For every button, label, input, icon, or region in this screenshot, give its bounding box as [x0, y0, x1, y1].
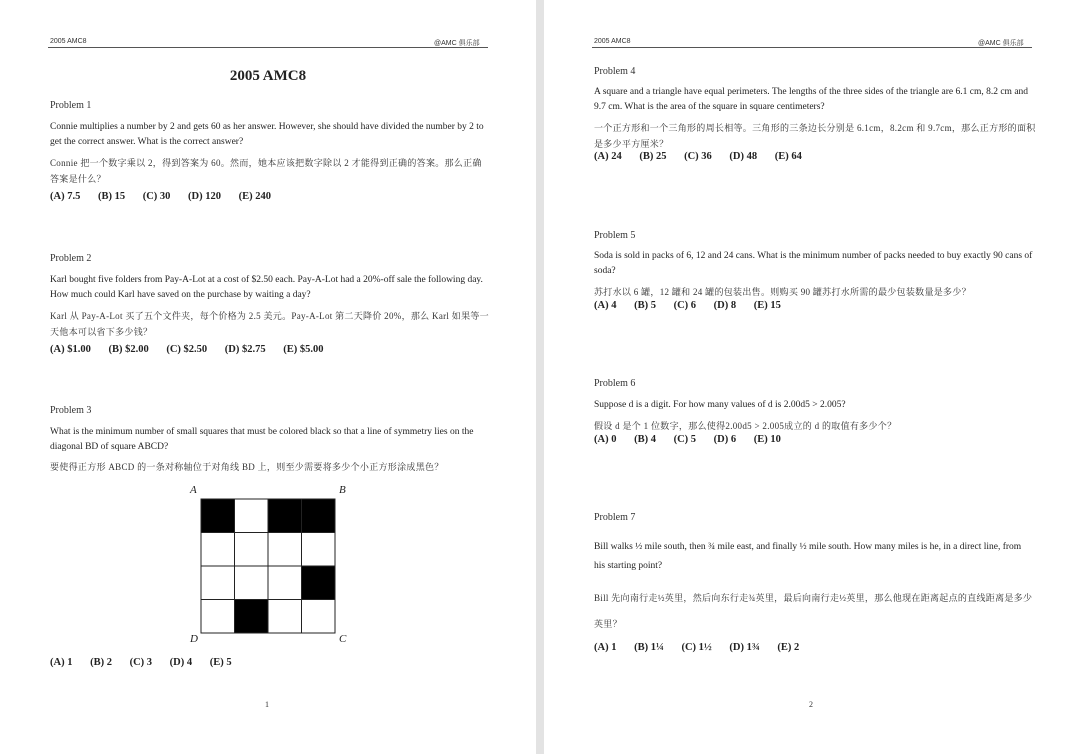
page-number: 2: [809, 700, 813, 709]
choice: (A) 0: [594, 434, 617, 445]
header-rule: [592, 47, 1032, 48]
problem-2-choices: [50, 344, 338, 355]
problem-1-text-en: Connie multiplies a number by 2 and gets 60 as her answer. However, she should have divided the number by 2 to get the correct answer. What is the correct answer?: [50, 122, 484, 147]
choice: (E) 64: [774, 151, 802, 162]
choice: (B) $2.00: [108, 344, 149, 355]
problem-6-choices: [594, 434, 796, 445]
corner-label-b: B: [339, 484, 346, 496]
choice: (E) 5: [209, 657, 232, 668]
problem-3-label: Problem 3: [50, 405, 92, 416]
problem-5-text-zh: 苏打水以 6 罐，12 罐和 24 罐的包装出售。则购买 90 罐苏打水所需的最少包装数量是多少？: [594, 287, 971, 297]
grid-cell: [268, 566, 302, 600]
grid-cell: [302, 600, 336, 634]
problem-2-text-zh: Karl 从 Pay-A-Lot 买了五个文件夹，每个价格为 2.5 美元。Pay-A-Lot 第二天降价 20%，那么 Karl 如果等一天他本可以省下多少钱？: [50, 311, 489, 337]
grid-cell: [235, 600, 269, 634]
header-rule: [48, 47, 488, 48]
problem-6-text-zh: 假设 d 是个 1 位数字，那么使得2.00d5 > 2.005成立的 d 的取值有多少个？: [594, 421, 897, 431]
problem-7-choices: [594, 642, 814, 653]
choice: (B) 25: [639, 151, 667, 162]
corner-label-d: D: [190, 633, 198, 645]
choice: (B) 4: [634, 434, 656, 445]
corner-label-a: A: [190, 484, 197, 496]
choice: (C) 1½: [681, 642, 712, 653]
problem-3-text-en: What is the minimum number of small squares that must be colored black so that a line of symmetry lies on the diagonal BD of square ABCD?: [50, 427, 474, 452]
choice: (D) 4: [169, 657, 193, 668]
choice: (D) 1¾: [729, 642, 760, 653]
choice: (B) 2: [90, 657, 112, 668]
choice: (E) 15: [753, 300, 781, 311]
choice: (B) 15: [97, 191, 126, 202]
problem-5-choices: [594, 300, 796, 311]
problem-4-text-zh: 一个正方形和一个三角形的周长相等。三角形的三条边长分别是 6.1cm，8.2cm 和 9.7cm，那么正方形的面积是多少平方厘米？: [594, 123, 1036, 149]
grid-svg: [200, 498, 336, 634]
choice: (C) 3: [129, 657, 153, 668]
choice: (D) 8: [713, 300, 737, 311]
choice: (B) 1¼: [634, 642, 664, 653]
grid-cell: [302, 499, 336, 533]
problem-7-text-zh: Bill 先向南行走½英里，然后向东行走¾英里，最后向南行走½英里，那么他现在距离起点的直线距离是多少英里？: [594, 593, 1033, 629]
grid-cell: [268, 499, 302, 533]
problem-3-text-zh: 要使得正方形 ABCD 的一条对称轴位于对角线 BD 上，则至少需要将多少个小正方形涂成黑色？: [50, 462, 444, 472]
problem-6-label: Problem 6: [594, 378, 636, 389]
header-right: @AMC 俱乐部: [978, 40, 1024, 47]
grid-cell: [201, 566, 235, 600]
choice: (C) 36: [684, 151, 712, 162]
grid-cell: [302, 566, 336, 600]
page-1: [0, 0, 536, 754]
grid-cell: [268, 533, 302, 567]
choice: (C) 6: [673, 300, 697, 311]
choice: (D) 120: [188, 191, 221, 202]
page-title: 2005 AMC8: [229, 68, 307, 84]
choice: (B) 5: [634, 300, 656, 311]
grid-cell: [235, 566, 269, 600]
problem-1-text-zh: Connie 把一个数字乘以 2，得到答案为 60。然而，她本应该把数字除以 2 才能得到正确的答案。那么正确答案是什么？: [50, 158, 482, 184]
problem-5-label: Problem 5: [594, 230, 636, 241]
choice: (A) 24: [594, 151, 622, 162]
problem-2-text-en: Karl bought five folders from Pay-A-Lot at a cost of $2.50 each. Pay-A-Lot had a 20%-off sale the following day. How much could Karl have saved on the purchase by waiting a day?: [50, 275, 483, 300]
grid-cell: [302, 533, 336, 567]
grid-cell: [235, 499, 269, 533]
choice: (E) 2: [777, 642, 800, 653]
choice: (D) $2.75: [224, 344, 266, 355]
problem-3-choices: [50, 657, 247, 668]
grid-cell: [268, 600, 302, 634]
problem-7-label: Problem 7: [594, 512, 636, 523]
choice: (E) 10: [753, 434, 781, 445]
header-left: 2005 AMC8: [50, 38, 87, 45]
choice: (D) 6: [713, 434, 737, 445]
choice: (C) 5: [673, 434, 697, 445]
choice: (D) 48: [729, 151, 758, 162]
choice: (E) 240: [238, 191, 271, 202]
grid-cell: [201, 533, 235, 567]
choice: (C) $2.50: [166, 344, 208, 355]
grid-cell: [201, 499, 235, 533]
corner-label-c: C: [339, 633, 347, 645]
problem-2-label: Problem 2: [50, 253, 92, 264]
choice: (A) 4: [594, 300, 617, 311]
grid-cell: [201, 600, 235, 634]
problem-7-text-en: Bill walks ½ mile south, then ¾ mile east, and finally ½ mile south. How many miles is he, in a direct line, from his starting point?: [594, 542, 1022, 571]
choice: (A) $1.00: [50, 344, 91, 355]
problem-5-text-en: Soda is sold in packs of 6, 12 and 24 cans. What is the minimum number of packs needed to buy exactly 90 cans of soda?: [594, 251, 1033, 276]
problem-6-text-en: Suppose d is a digit. For how many values of d is 2.00d5 > 2.005?: [594, 400, 846, 410]
choice: (C) 30: [142, 191, 171, 202]
grid-cell: [235, 533, 269, 567]
problem-4-label: Problem 4: [594, 66, 636, 77]
problem-1-choices: [50, 191, 286, 202]
page-number: 1: [265, 700, 269, 709]
symmetry-grid-figure: [200, 498, 336, 639]
problem-4-text-en: A square and a triangle have equal perimeters. The lengths of the three sides of the triangle are 6.1 cm, 8.2 cm and 9.7 cm. What is the area of the square in square centimeters?: [594, 87, 1029, 112]
problem-1-label: Problem 1: [50, 100, 92, 111]
header-left: 2005 AMC8: [594, 38, 631, 45]
choice: (A) 7.5: [50, 191, 81, 202]
header-right: @AMC 俱乐部: [434, 40, 480, 47]
problem-4-choices: [594, 151, 817, 162]
page-2: [544, 0, 1080, 754]
choice: (E) $5.00: [283, 344, 324, 355]
choice: (A) 1: [50, 657, 73, 668]
choice: (A) 1: [594, 642, 617, 653]
